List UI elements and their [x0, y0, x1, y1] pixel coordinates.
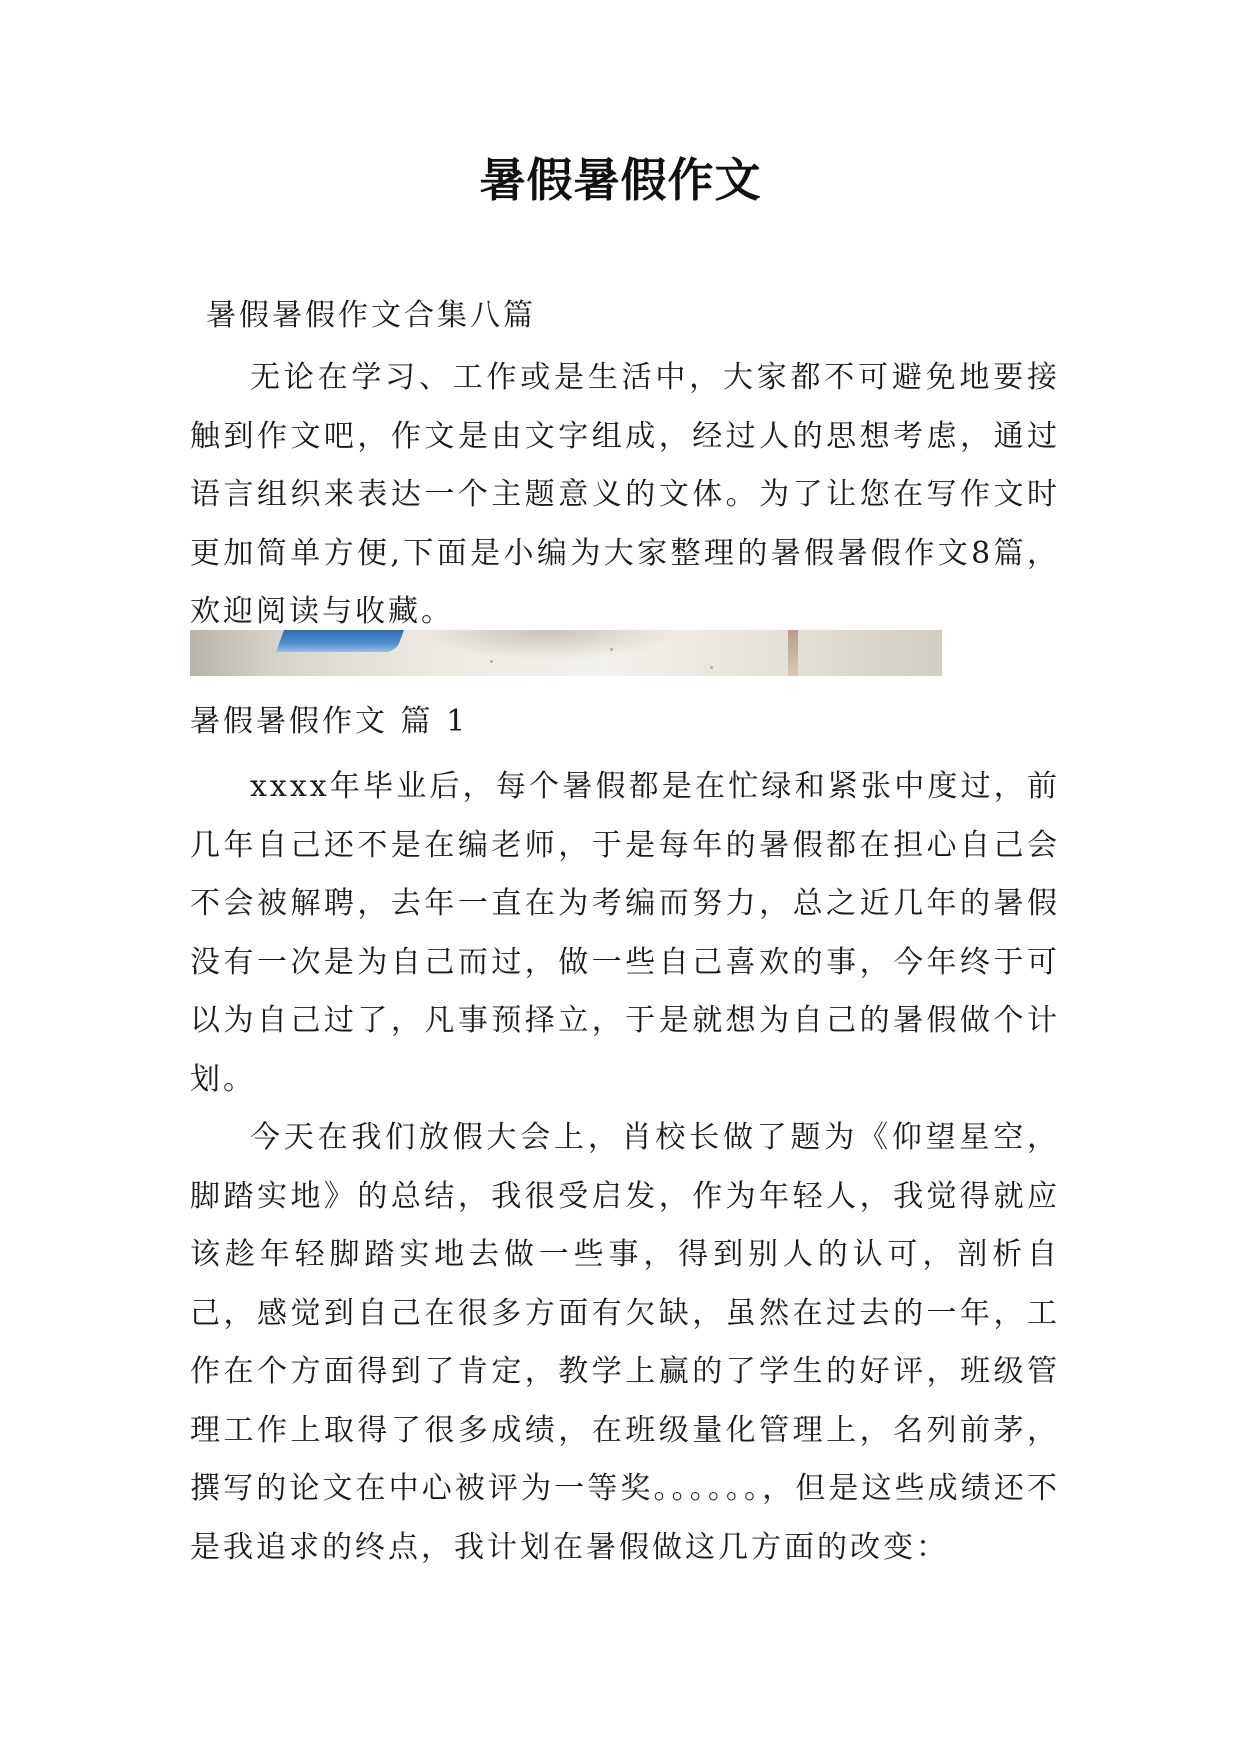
intro-block [190, 349, 1060, 642]
intro-paragraph: 无论在学习、工作或是生活中，大家都不可避免地要接触到作文吧，作文是由文字组成，经过人的思想考虑，通过语言组织来表达一个主题意义的文体。为了让您在写作文时更加简单方便,下面是小编为大家整理的暑假暑假作文8篇，欢迎阅读与收藏。 [190, 360, 1060, 629]
article-paragraph-block-2 [190, 1109, 1060, 1577]
cropped-photo [190, 630, 942, 676]
page-title: 暑假暑假作文 [479, 153, 762, 207]
section-heading: 暑假暑假作文 篇 1 [190, 704, 469, 739]
article-paragraph-block-1 [190, 758, 1060, 1109]
photo-book-shape [276, 630, 404, 652]
photo-speck [610, 648, 613, 651]
article-paragraph: xxxx年毕业后，每个暑假都是在忙绿和紧张中度过，前几年自己还不是在编老师，于是每年的暑假都在担心自己会不会被解聘，去年一直在为考编而努力，总之近几年的暑假没有一次是为自己而过，做一些自己喜欢的事，今年终于可以为自己过了，凡事预择立，于是就想为自己的暑假做个计划。 [190, 769, 1060, 1097]
document-subtitle: 暑假暑假作文合集八篇 [206, 298, 536, 333]
photo-object [788, 630, 798, 676]
photo-shadow [420, 630, 680, 660]
article-paragraph: 今天在我们放假大会上，肖校长做了题为《仰望星空，脚踏实地》的总结，我很受启发，作为年轻人，我觉得就应该趁年轻脚踏实地去做一些事，得到别人的认可，剖析自己，感觉到自己在很多方面有欠缺，虽然在过去的一年，工作在个方面得到了肯定，教学上赢的了学生的好评，班级管理工作上取得了很多成绩，在班级量化管理上，名列前茅，撰写的论文在中心被评为一等奖。。。。。。，但是这些成绩还不是我追求的终点，我计划在暑假做这几方面的改变： [190, 1120, 1060, 1565]
photo-speck [490, 660, 493, 663]
photo-speck [710, 666, 713, 669]
